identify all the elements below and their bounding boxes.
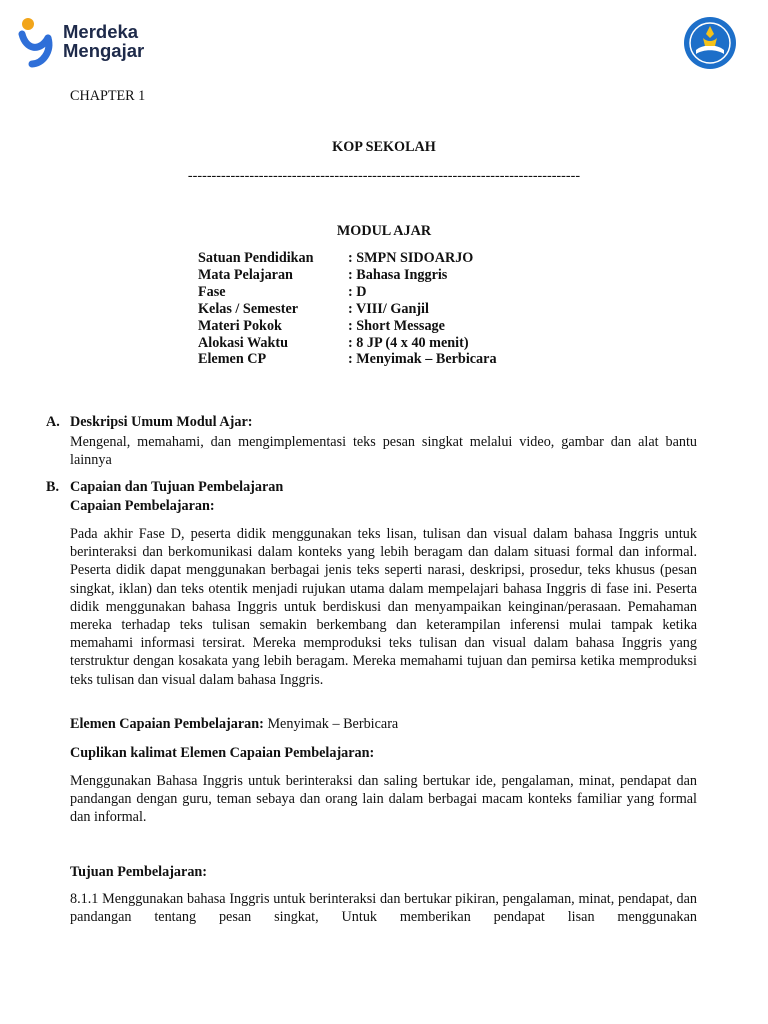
- identity-row: [198, 267, 497, 284]
- identity-row: [198, 335, 497, 352]
- chapter-heading: CHAPTER 1: [70, 88, 146, 104]
- identity-value: : Bahasa Inggris: [348, 266, 448, 283]
- elemen-line: [70, 716, 398, 733]
- section-b-letter: B.: [46, 479, 60, 495]
- identity-value: : 8 JP (4 x 40 menit): [348, 334, 469, 351]
- tujuan-label: Tujuan Pembelajaran:: [70, 864, 208, 880]
- identity-value: : Menyimak – Berbicara: [348, 351, 497, 368]
- section-a-title: Deskripsi Umum Modul Ajar:: [70, 414, 253, 430]
- identity-label: Alokasi Waktu: [198, 334, 289, 351]
- identity-value: : SMPN SIDOARJO: [348, 250, 474, 266]
- separator-line: -----------------------------------------------------------------------------------: [187, 168, 581, 184]
- section-a-letter: A.: [46, 414, 60, 430]
- identity-label: Mata Pelajaran: [198, 266, 293, 283]
- capaian-subtitle: Capaian Pembelajaran:: [70, 498, 215, 514]
- identity-row: [198, 284, 497, 301]
- tujuan-text: 8.1.1 Menggunakan bahasa Inggris untuk berinteraksi dan bertukar pikiran, pengalaman, minat, pendapat, dan pandangan tentang pesan singkat, Untuk memberikan pendapat lisan menggunakan: [70, 891, 697, 926]
- merdeka-mengajar-logo: [18, 16, 168, 68]
- identity-label: Materi Pokok: [198, 317, 282, 334]
- identity-label: Fase: [198, 283, 226, 300]
- merdeka-mengajar-mark-icon: [18, 16, 58, 68]
- identity-label: Kelas / Semester: [198, 300, 299, 317]
- identity-row: [198, 351, 497, 368]
- section-b-title: Capaian dan Tujuan Pembelajaran: [70, 479, 284, 495]
- identity-label: Elemen CP: [198, 351, 267, 368]
- elemen-label: Elemen Capaian Pembelajaran:: [70, 716, 264, 732]
- capaian-paragraph: Pada akhir Fase D, peserta didik menggunakan teks lisan, tulisan dan visual dalam bahasa Inggris untuk berinteraksi dan berkomunikasi dalam konteks yang lebih beragam dan dalam situasi formal dan informal. Peserta didik dapat menggunakan berbagai jenis teks seperti narasi, deskripsi, prosedur, teks khusus (pesan singkat, iklan) dan teks otentik menjadi rujukan utama dalam mempelajari bahasa Inggris di fase ini. Peserta didik menggunakan bahasa Inggris untuk berdiskusi dan menyampaikan keinginan/perasaan. Pemahaman mereka terhadap teks tulisan semakin berkembang dan keterampilan inferensi mulai tampak ketika memahami informasi tersirat. Mereka memproduksi teks tulisan dan visual dalam bahasa Inggris yang terstruktur dengan kosakata yang lebih beragam. Mereka memahami tujuan dan pemirsa ketika memproduksi teks tulisan dan visual dalam bahasa Inggris.: [70, 526, 697, 688]
- cuplikan-label: Cuplikan kalimat Elemen Capaian Pembelajaran:: [70, 745, 375, 761]
- identity-value: : Short Message: [348, 317, 445, 334]
- identity-label: Satuan Pendidikan: [198, 250, 314, 266]
- logo-line1: Merdeka: [63, 21, 139, 42]
- identity-row: [198, 301, 497, 318]
- logo-wordmark: [63, 22, 144, 60]
- identity-row: [198, 318, 497, 335]
- kop-sekolah-heading: KOP SEKOLAH: [332, 139, 436, 155]
- identity-value: : D: [348, 283, 367, 300]
- section-a-text: Mengenal, memahami, dan mengimplementasi teks pesan singkat melalui video, gambar dan alat bantu lainnya: [70, 434, 697, 469]
- identity-value: : VIII/ Ganjil: [348, 300, 429, 317]
- kemendikbud-emblem-icon: [683, 16, 737, 70]
- elemen-value: Menyimak – Berbicara: [263, 716, 399, 732]
- modul-ajar-title: MODUL AJAR: [336, 223, 432, 239]
- identity-table: [198, 250, 497, 368]
- identity-row: [198, 250, 497, 267]
- logo-line2: Mengajar: [63, 40, 145, 61]
- cuplikan-text: Menggunakan Bahasa Inggris untuk berinteraksi dan saling bertukar ide, pengalaman, minat, pendapat dan pandangan dengan guru, teman sebaya dan orang lain dalam berbagai macam konteks familiar yang formal dan informal.: [70, 773, 697, 826]
